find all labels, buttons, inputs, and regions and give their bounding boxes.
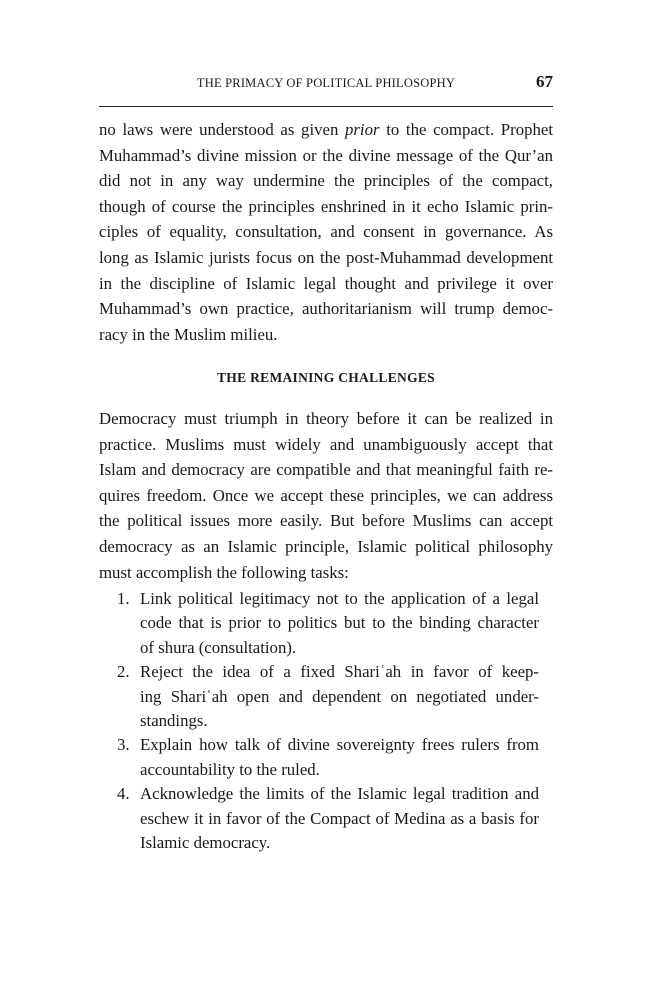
header-rule: [99, 106, 553, 107]
paragraph-line: [99, 117, 553, 143]
list-line: ing Shariʿah open and dependent on negotiated under-: [140, 686, 539, 706]
paragraph-line: the political issues more easily. But before Muslims can accept: [99, 511, 553, 531]
list-line: Link political legitimacy not to the application of a legal: [140, 589, 539, 608]
running-title: THE PRIMACY OF POLITICAL PHILOSOPHY: [196, 76, 456, 90]
list-text: [140, 733, 539, 782]
paragraph-line: Muhammad’s own practice, authoritarianism will trump democ-: [99, 299, 553, 319]
paragraph-continued: [99, 117, 553, 347]
paragraph-line: long as Islamic jurists focus on the post-Muhammad development: [99, 247, 553, 267]
list-number: 4.: [117, 784, 130, 804]
emphasis-prior: prior: [345, 120, 380, 139]
paragraph-line: democracy as an Islamic principle, Islamic political philosophy: [99, 536, 553, 556]
list-item: [99, 782, 539, 855]
list-item: [99, 587, 539, 660]
text-run: to the compact. Prophet: [379, 120, 554, 139]
paragraph-line: practice. Muslims must widely and unambiguously accept that: [99, 434, 553, 454]
paragraph-line: though of course the principles enshrined in it echo Islamic prin-: [99, 196, 553, 216]
paragraph-line: quires freedom. Once we accept these principles, we can address: [99, 485, 553, 505]
list-line: Explain how talk of divine sovereignty frees rulers from: [140, 735, 539, 755]
paragraph-line: must accomplish the following tasks:: [99, 562, 349, 582]
paragraph-line: racy in the Muslim milieu.: [99, 324, 278, 344]
paragraph-line: Democracy must triumph in theory before it can be realized in: [99, 409, 553, 428]
list-line: code that is prior to politics but to the binding character: [140, 613, 539, 633]
list-line: eschew it in favor of the Compact of Medina as a basis for: [140, 808, 539, 828]
list-line: standings.: [140, 711, 208, 731]
list-line: Reject the idea of a fixed Shariʿah in favor of keep-: [140, 662, 539, 682]
paragraph-line: did not in any way undermine the principles of the compact,: [99, 171, 553, 191]
list-text: [140, 660, 539, 733]
paragraph-line: ciples of equality, consultation, and consent in governance. As: [99, 222, 553, 242]
paragraph-line: Muhammad’s divine mission or the divine message of the Qur’an: [99, 145, 553, 165]
list-number: 3.: [117, 735, 130, 755]
section-heading: THE REMAINING CHALLENGES: [217, 370, 435, 385]
list-line: Acknowledge the limits of the Islamic legal tradition and: [140, 784, 539, 804]
list-number: 1.: [117, 589, 130, 608]
page-number: 67: [536, 72, 553, 91]
paragraph-line: Islam and democracy are compatible and that meaningful faith re-: [99, 460, 553, 480]
list-number: 2.: [117, 662, 130, 682]
task-list: [99, 587, 553, 855]
running-header: [99, 72, 553, 102]
list-item: [99, 733, 539, 782]
list-item: [99, 660, 539, 733]
list-line: of shura (consultation).: [140, 637, 297, 657]
paragraph-intro: [99, 406, 553, 585]
list-text: [140, 587, 539, 660]
list-line: Islamic democracy.: [140, 833, 271, 853]
paragraph-line: in the discipline of Islamic legal thought and privilege it over: [99, 273, 553, 293]
text-run: no laws were understood as given: [99, 120, 346, 139]
list-line: accountability to the ruled.: [140, 759, 320, 779]
list-text: [140, 782, 539, 855]
